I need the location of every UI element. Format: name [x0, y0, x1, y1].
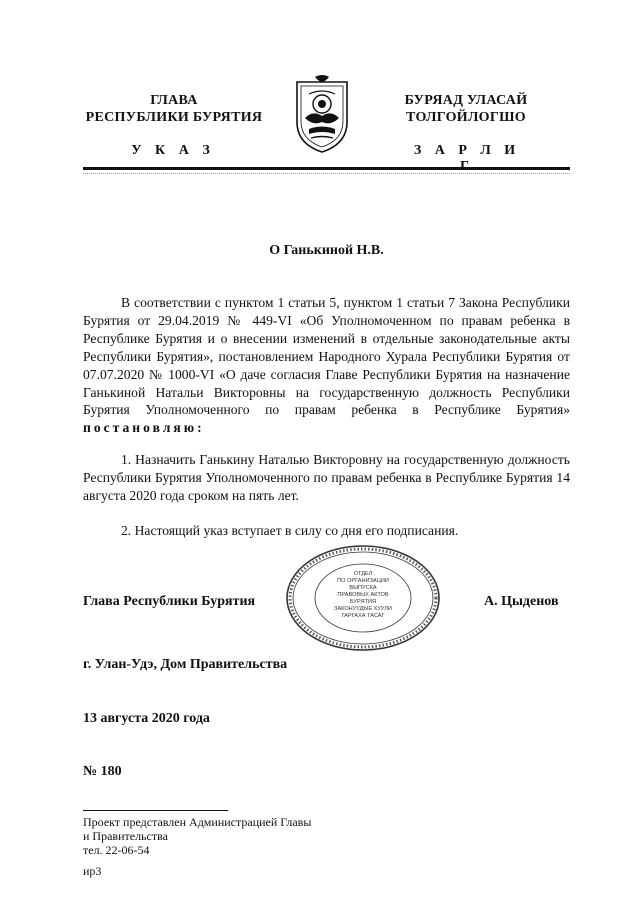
header-dotted-divider: [83, 173, 570, 174]
decree-word: постановляю:: [83, 420, 205, 436]
header-right-line1: БУРЯАД УЛАСАЙ: [404, 93, 528, 108]
stamp-line-5: БУРЯТИЯ: [349, 599, 377, 605]
doc-type-left: У К А З: [131, 143, 215, 158]
stamp-line-4: ПРАВОВЫХ АКТОВ: [337, 592, 389, 598]
official-stamp-icon: [284, 544, 442, 652]
item-2-paragraph: 2. Настоящий указ вступает в силу со дня его подписания.: [121, 523, 459, 538]
issue-date: 13 августа 2020 года: [83, 711, 210, 726]
coat-of-arms-icon: [291, 74, 353, 154]
stamp-line-7: ГАРГАХА ТАСАГ: [341, 613, 385, 619]
header-right-line2: ТОЛГОЙЛОГШО: [406, 110, 526, 125]
header-right-title: [392, 92, 540, 126]
doc-type-right: З А Р Л И: [413, 143, 521, 158]
footer-line-2: и Правительства: [83, 829, 168, 843]
signatory-name: А. Цыденов: [484, 594, 559, 609]
decree-number: № 180: [83, 764, 122, 779]
preamble-text: В соответствии с пунктом 1 статьи 5, пунктом 1 статьи 7 Закона Республики Бурятия от 29.04.2019 № 449-VI «Об Уполномоченном по правам ребенка в Республике Бурятия и о внесении изменений в отдельные законодательные акты Республики Бурятия», постановлением Народного Хурала Республики Бурятия от 07.07.2020 № 1000-VI «О даче согласия Главе Республики Бурятия на назначение Ганькиной Натальи Викторовны на государственную должность Республики Бурятия Уполномоченного по правам ребенка в Республике Бурятия»: [83, 295, 570, 418]
header-divider: [83, 167, 570, 170]
document-title: О Ганькиной Н.В.: [269, 243, 384, 258]
header-left-title: [78, 92, 270, 126]
stamp-line-6: ЗАКОНУУДЫЕ ХУУЛИ: [334, 606, 392, 612]
footer-line-1: Проект представлен Администрацией Главы: [83, 815, 312, 829]
stamp-line-3: ВЫПУСКА: [349, 585, 377, 591]
item-1-paragraph: 1. Назначить Ганькину Наталью Викторовну на государственную должность Республики Бурятия Уполномоченного по правам ребенка в Республике Бурятия 14 августа 2020 года сроком на пять лет.: [83, 452, 570, 503]
header-left-line2: РЕСПУБЛИКИ БУРЯТИЯ: [85, 110, 263, 125]
footer-code: ир3: [83, 864, 102, 878]
preamble-paragraph: [83, 294, 570, 437]
footer-divider: [83, 810, 228, 811]
stamp-line-2: ПО ОРГАНИЗАЦИИ: [337, 578, 389, 584]
header-left-line1: ГЛАВА: [150, 93, 198, 108]
issue-place: г. Улан-Удэ, Дом Правительства: [83, 657, 288, 672]
footer-phone: тел. 22-06-54: [83, 843, 150, 857]
signatory-position: Глава Республики Бурятия: [83, 594, 256, 609]
stamp-line-1: ОТДЕЛ: [353, 571, 373, 577]
